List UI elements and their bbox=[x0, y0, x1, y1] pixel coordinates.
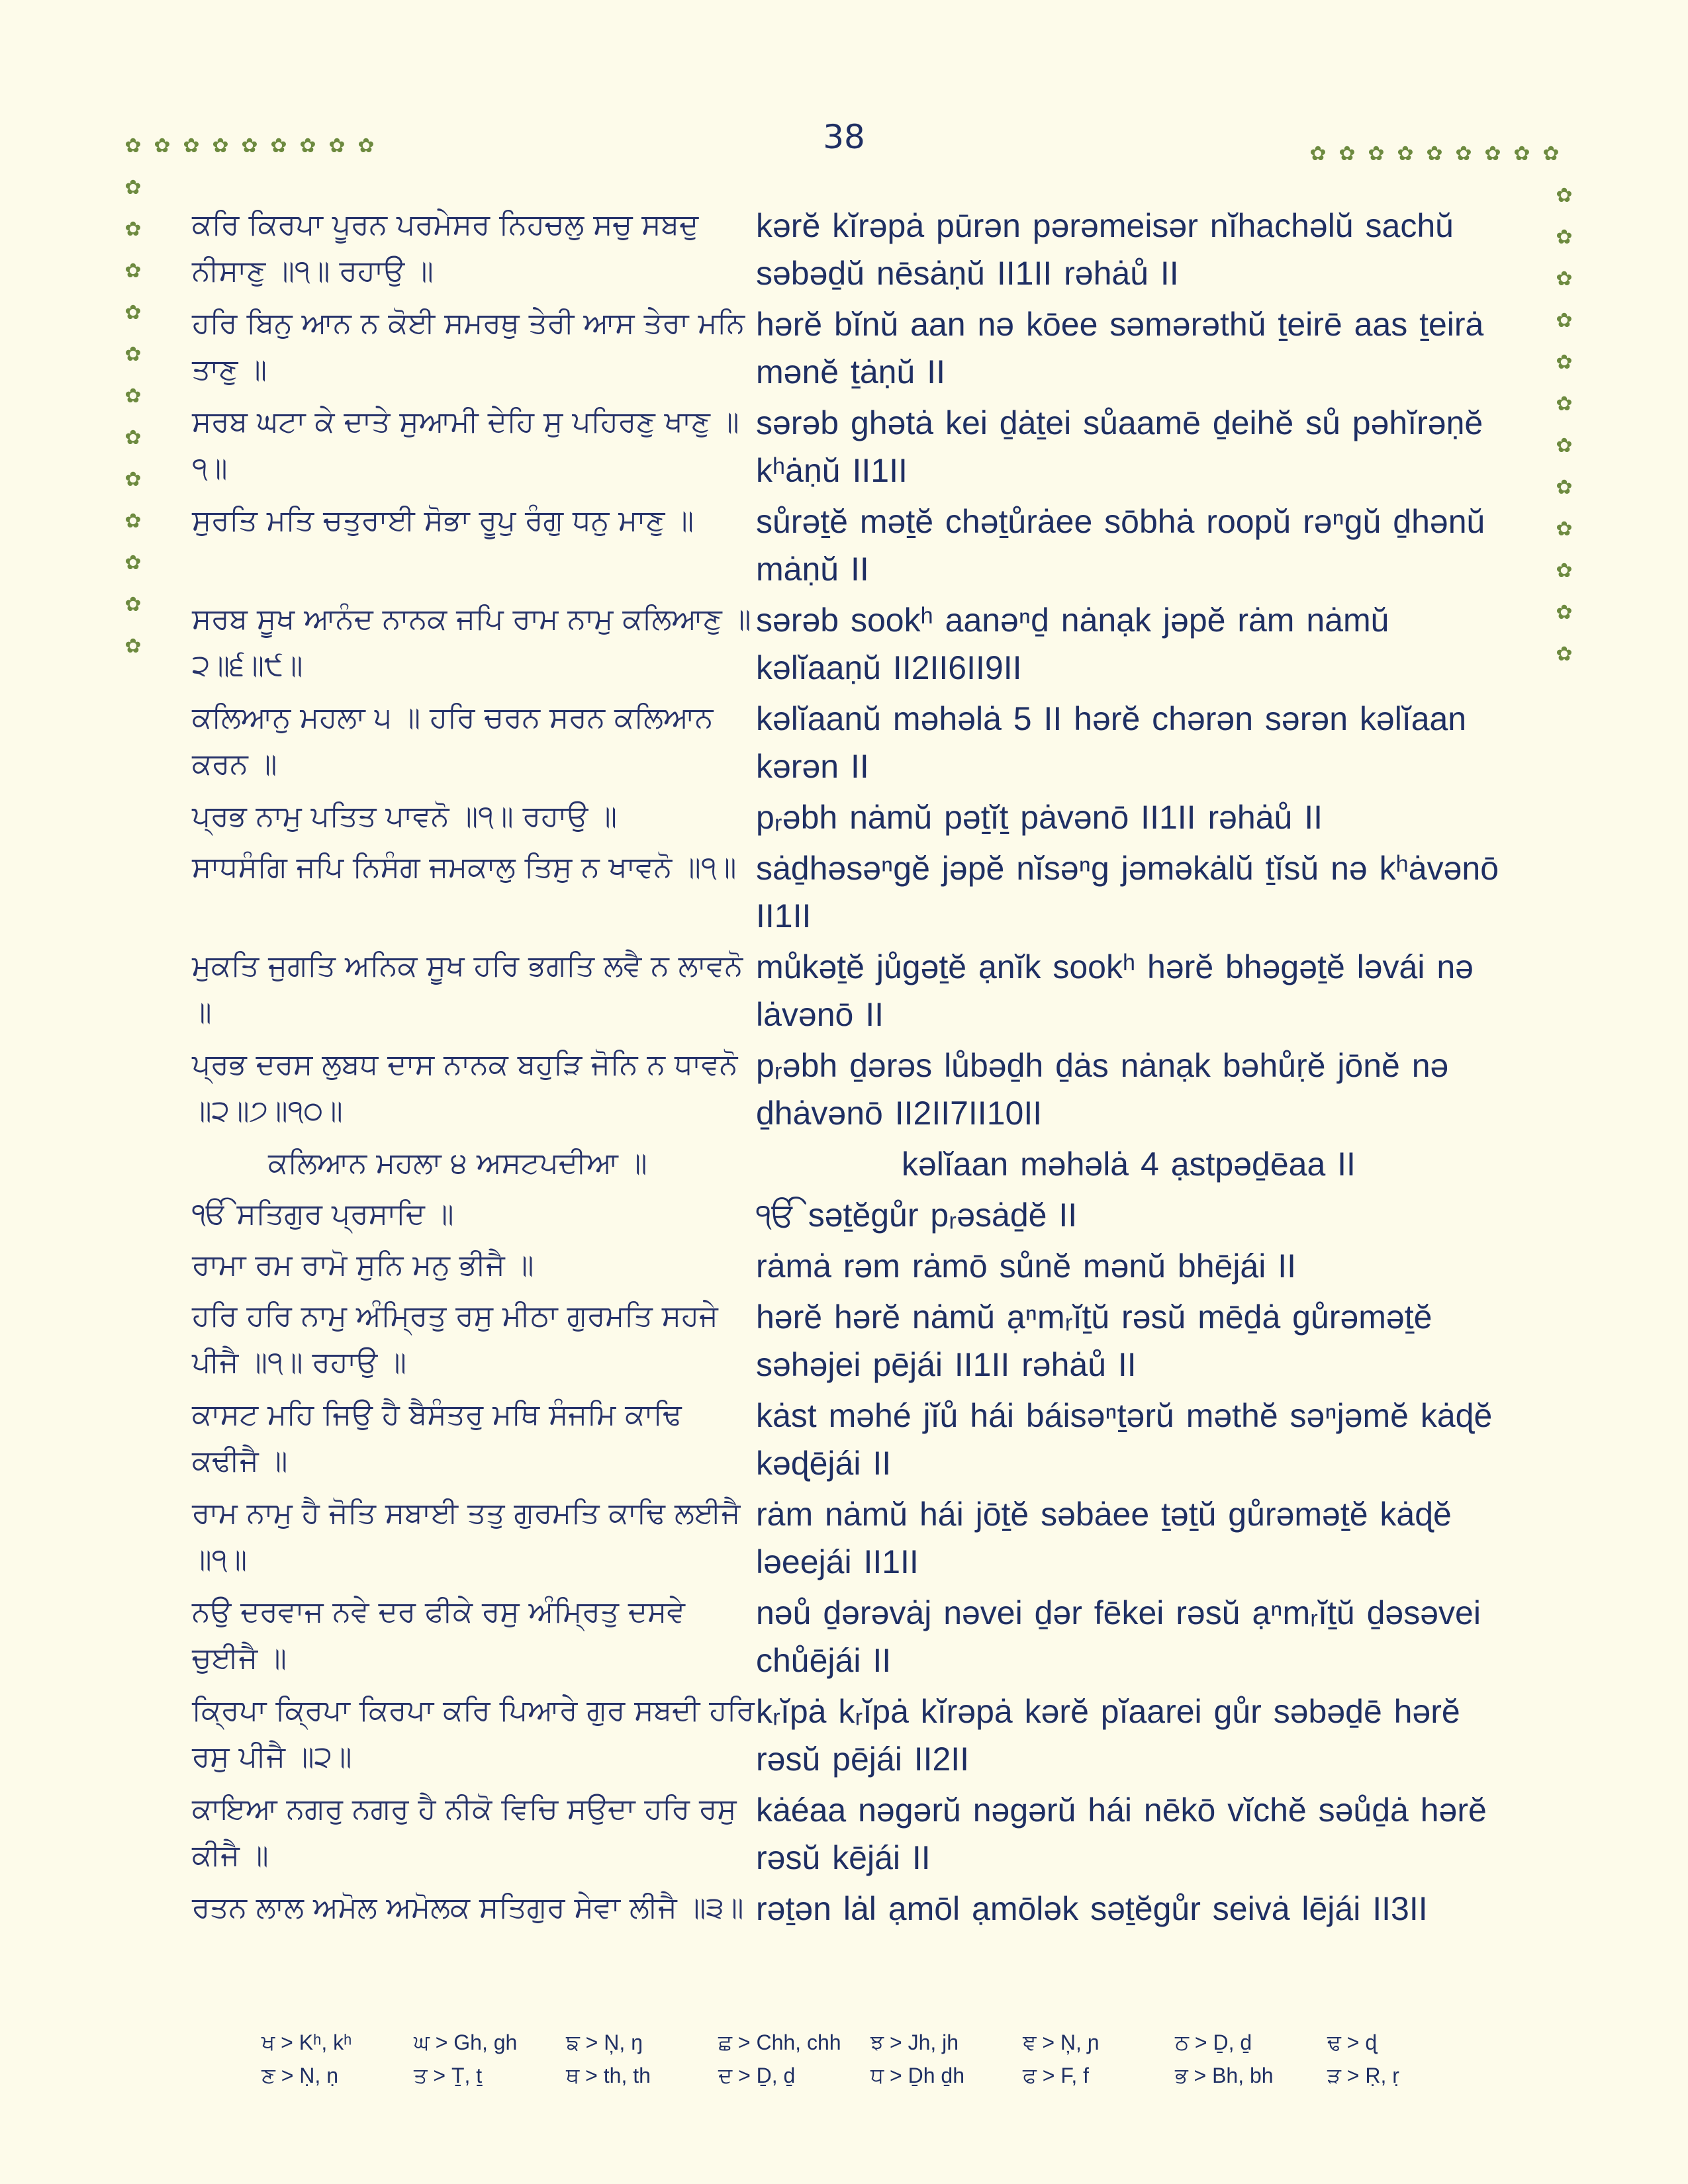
gurmukhi-text: ਕਾਇਆ ਨਗਰੁ ਨਗਰੁ ਹੈ ਨੀਕੋ ਵਿਚਿ ਸਉਦਾ ਹਰਿ ਰਸੁ ਕੀਜੈ ॥ bbox=[192, 1792, 737, 1872]
gurmukhi-text: ਸੁਰਤਿ ਮਤਿ ਚਤੁਰਾਈ ਸੋਭਾ ਰੂਪੁ ਰੰਗੁ ਧਨੁ ਮਾਣੁ ॥ bbox=[192, 504, 694, 537]
legend-item: ਤ > Ṯ, ṯ bbox=[414, 2064, 483, 2087]
gurmukhi-text: ਰਤਨ ਲਾਲ ਅਮੋਲ ਅਮੋਲਕ ਸਤਿਗੁਰ ਸੇਵਾ ਲੀਜੈ ॥੩॥ bbox=[192, 1891, 744, 1925]
flower-ornament-icon: ✿ bbox=[1309, 142, 1327, 165]
flower-ornament-icon: ✿ bbox=[124, 176, 142, 199]
legend-item: ਘ > Gh, gh bbox=[414, 2030, 518, 2054]
transliteration-text: sərəb ghətȧ kei ḏȧṯei sůaamē ḏeihĕ sů pəhĭrəṇĕ kʰȧṇŭ II1II bbox=[756, 404, 1483, 489]
page-number: 38 bbox=[823, 118, 865, 156]
verse-row bbox=[192, 596, 1509, 692]
transliteration-text: kȧst məhé jĭů hái báisəⁿṯərŭ məthĕ səⁿjəmĕ kȧɖĕ kəɖējái II bbox=[756, 1397, 1493, 1482]
transliteration-text: rȧm nȧmŭ hái jōṯĕ səbȧee ṯəṯŭ gůrəməṯĕ kȧɖĕ ləeejái II1II bbox=[756, 1496, 1452, 1580]
gurmukhi-text: ਕਲਿਆਨੁ ਮਹਲਾ ੫ ॥ ਹਰਿ ਚਰਨ ਸਰਨ ਕਲਿਆਨ ਕਰਨ ॥ bbox=[192, 701, 714, 781]
flower-ornament-icon: ✿ bbox=[124, 259, 142, 283]
flower-ornament-icon: ✿ bbox=[1556, 309, 1573, 332]
flower-ornament-icon: ✿ bbox=[124, 343, 142, 366]
verse-row bbox=[192, 1885, 1509, 1933]
gurmukhi-text: ਨਉ ਦਰਵਾਜ ਨਵੇ ਦਰ ਫੀਕੇ ਰਸੁ ਅੰਮ੍ਰਿਤੁ ਦਸਵੇ ਚੁਈਜੈ ॥ bbox=[192, 1595, 685, 1675]
flower-ornament-icon: ✿ bbox=[124, 468, 142, 491]
flower-ornament-icon: ✿ bbox=[1542, 142, 1560, 165]
verse-row bbox=[192, 1589, 1509, 1684]
flower-ornament-icon: ✿ bbox=[1338, 142, 1356, 165]
legend-item: ਞ > N̦, ɲ bbox=[1023, 2030, 1100, 2054]
transliteration-text: můkəṯĕ jůgəṯĕ ạnĭk sookʰ hərĕ bhəgəṯĕ ləvái nə lȧvənō II bbox=[756, 948, 1474, 1033]
verse-row bbox=[192, 1293, 1509, 1388]
flower-ornament-icon: ✿ bbox=[1556, 267, 1573, 291]
gurmukhi-text: ਰਾਮ ਨਾਮੁ ਹੈ ਜੋਤਿ ਸਬਾਈ ਤਤੁ ਗੁਰਮਤਿ ਕਾਢਿ ਲਈਜੈ ॥੧॥ bbox=[192, 1496, 741, 1576]
transliteration-text: kərĕ kĭrəpȧ pūrən pərəmeisər nĭhachəlŭ sachŭ səbəḏŭ nēsȧṇŭ II1II rəhȧů II bbox=[756, 207, 1454, 292]
gurmukhi-text: ਪ੍ਰਭ ਨਾਮੁ ਪਤਿਤ ਪਾਵਨੋ ॥੧॥ ਰਹਾਉ ॥ bbox=[192, 799, 618, 833]
transliteration-text: rȧmȧ rəm rȧmō sůnĕ mənŭ bhējái II bbox=[756, 1248, 1297, 1285]
gurmukhi-text: ਹਰਿ ਹਰਿ ਨਾਮੁ ਅੰਮ੍ਰਿਤੁ ਰਸੁ ਮੀਠਾ ਗੁਰਮਤਿ ਸਹਜੇ ਪੀਜੈ ॥੧॥ ਰਹਾਉ ॥ bbox=[192, 1299, 718, 1379]
verse-row bbox=[192, 943, 1509, 1038]
flower-ornament-icon: ✿ bbox=[1556, 184, 1573, 207]
flower-ornament-icon: ✿ bbox=[1556, 351, 1573, 374]
transliteration-text: kᵣĭpȧ kᵣĭpȧ kĭrəpȧ kərĕ pĭaarei gůr səbəḏē hərĕ rəsŭ pējái II2II bbox=[756, 1693, 1460, 1778]
flower-ornament-icon: ✿ bbox=[1397, 142, 1414, 165]
flower-ornament-icon: ✿ bbox=[1426, 142, 1443, 165]
flower-ornament-icon: ✿ bbox=[183, 134, 200, 158]
transliteration-text: hərĕ hərĕ nȧmŭ ạⁿmᵣĭṯŭ rəsŭ mēḏȧ gůrəməṯĕ səhəjei pējái II1II rəhȧů II bbox=[756, 1298, 1432, 1383]
flower-ornament-icon: ✿ bbox=[212, 134, 229, 158]
flower-ornament-icon: ✿ bbox=[124, 385, 142, 408]
transliteration-text: sərəb sookʰ aanəⁿḏ nȧnạk jəpĕ rȧm nȧmŭ kəlĭaaṇŭ II2II6II9II bbox=[756, 602, 1389, 686]
flower-ornament-icon: ✿ bbox=[1556, 476, 1573, 499]
flower-ornament-icon: ✿ bbox=[1556, 518, 1573, 541]
verse-row bbox=[192, 1042, 1509, 1137]
transliteration-text: ੴ səṯĕgůr pᵣəsȧḏĕ II bbox=[756, 1197, 1078, 1234]
flower-ornament-icon: ✿ bbox=[1556, 226, 1573, 249]
gurmukhi-text: ਕਲਿਆਨ ਮਹਲਾ ੪ ਅਸਟਪਦੀਆ ॥ bbox=[268, 1146, 647, 1180]
flower-ornament-icon: ✿ bbox=[357, 134, 375, 158]
legend-item: ਠ > Ḏ, ḏ bbox=[1175, 2030, 1252, 2054]
legend-item: ਙ > N̦, ŋ bbox=[566, 2030, 643, 2054]
transliteration-text: rəṯən lȧl ạmōl ạmōlək səṯĕgůr seivȧ lējái II3II bbox=[756, 1890, 1428, 1927]
flower-ornament-icon: ✿ bbox=[1368, 142, 1385, 165]
flower-ornament-icon: ✿ bbox=[1556, 559, 1573, 582]
verse-row bbox=[192, 1242, 1509, 1290]
transliteration-text: sȧḏhəsəⁿgĕ jəpĕ nĭsəⁿg jəməkȧlŭ ṯĭsŭ nə kʰȧvənō II1II bbox=[756, 850, 1499, 934]
transliteration-text: pᵣəbh ḏərəs lůbəḏh ḏȧs nȧnạk bəhůṛĕ jōnĕ nə ḏhȧvənō II2II7II10II bbox=[756, 1047, 1449, 1132]
gurmukhi-text: ਸਰਬ ਸੂਖ ਆਨੰਦ ਨਾਨਕ ਜਪਿ ਰਾਮ ਨਾਮੁ ਕਲਿਆਣੁ ॥੨॥੬॥੯॥ bbox=[192, 602, 751, 682]
verse-list bbox=[192, 202, 1509, 1936]
flower-ornament-icon: ✿ bbox=[328, 134, 346, 158]
legend-item: ਝ > Jh, jh bbox=[870, 2030, 959, 2054]
verse-row bbox=[192, 1688, 1509, 1783]
legend-item: ਛ > Chh, chh bbox=[718, 2030, 841, 2054]
verse-row bbox=[192, 844, 1509, 940]
flower-ornament-icon: ✿ bbox=[124, 635, 142, 658]
flower-ornament-icon: ✿ bbox=[299, 134, 316, 158]
gurmukhi-text: ਕ੍ਰਿਪਾ ਕ੍ਰਿਪਾ ਕਿਰਪਾ ਕਰਿ ਪਿਆਰੇ ਗੁਰ ਸਬਦੀ ਹਰਿ ਰਸੁ ਪੀਜੈ ॥੨॥ bbox=[192, 1694, 755, 1774]
verse-row bbox=[192, 695, 1509, 790]
legend-item: ਣ > Ṇ, ṇ bbox=[261, 2064, 338, 2087]
flower-ornament-icon: ✿ bbox=[1556, 434, 1573, 457]
transliteration-text: hərĕ bĭnŭ aan nə kōee səmərəthŭ ṯeirē aas ṯeirȧ mənĕ ṯȧṇŭ II bbox=[756, 306, 1484, 390]
flower-ornament-icon: ✿ bbox=[1455, 142, 1472, 165]
legend-item: ਢ > ɖ bbox=[1327, 2030, 1378, 2054]
transliteration-text: kȧéaa nəgərŭ nəgərŭ hái nēkō vĭchĕ səůḏȧ hərĕ rəsŭ kējái II bbox=[756, 1792, 1487, 1876]
transliteration-text: nəů ḏərəvȧj nəvei ḏər fēkei rəsŭ ạⁿmᵣĭṯŭ ḏəsəvei chůējái II bbox=[756, 1594, 1481, 1679]
verse-row bbox=[192, 202, 1509, 297]
legend-item: ੜ > Ṛ, ṛ bbox=[1327, 2064, 1399, 2087]
gurmukhi-text: ਹਰਿ ਬਿਨੁ ਆਨ ਨ ਕੋਈ ਸਮਰਥੁ ਤੇਰੀ ਆਸ ਤੇਰਾ ਮਨਿ ਤਾਣੁ ॥ bbox=[192, 306, 745, 387]
verse-row bbox=[192, 300, 1509, 396]
verse-row bbox=[192, 794, 1509, 841]
verse-row bbox=[192, 1191, 1509, 1239]
gurmukhi-text: ਸਾਧਸੰਗਿ ਜਪਿ ਨਿਸੰਗ ਜਮਕਾਲੁ ਤਿਸੁ ਨ ਖਾਵਨੋ ॥੧॥ bbox=[192, 850, 737, 884]
legend-item: ਖ > Kʰ, kʰ bbox=[261, 2030, 352, 2054]
flower-ornament-icon: ✿ bbox=[124, 593, 142, 616]
flower-ornament-icon: ✿ bbox=[1513, 142, 1530, 165]
transliteration-text: kəlĭaan məhəlȧ 4 ạstpəḏēaa II bbox=[902, 1146, 1356, 1183]
transliteration-text: pᵣəbh nȧmŭ pəṯĭṯ pȧvənō II1II rəhȧů II bbox=[756, 799, 1323, 836]
verse-row bbox=[192, 1786, 1509, 1882]
flower-ornament-icon: ✿ bbox=[1484, 142, 1501, 165]
flower-ornament-icon: ✿ bbox=[124, 510, 142, 533]
legend-item: ਦ > Ḏ, ḏ bbox=[718, 2064, 796, 2087]
gurmukhi-text: ਰਾਮਾ ਰਮ ਰਾਮੋ ਸੁਨਿ ਮਨੁ ਭੀਜੈ ॥ bbox=[192, 1248, 534, 1282]
transliteration-text: kəlĭaanŭ məhəlȧ 5 II hərĕ chərən sərən kəlĭaan kərən II bbox=[756, 700, 1467, 785]
flower-ornament-icon: ✿ bbox=[124, 426, 142, 449]
legend-item: ਧ > Ḏh ḏh bbox=[870, 2064, 965, 2087]
gurmukhi-text: ਕਰਿ ਕਿਰਪਾ ਪੂਰਨ ਪਰਮੇਸਰ ਨਿਹਚਲੁ ਸਚੁ ਸਬਦੁ ਨੀਸਾਣੁ ॥੧॥ ਰਹਾਉ ॥ bbox=[192, 208, 699, 288]
flower-ornament-icon: ✿ bbox=[124, 134, 142, 158]
flower-ornament-icon: ✿ bbox=[1556, 392, 1573, 416]
verse-row bbox=[192, 498, 1509, 593]
flower-ornament-icon: ✿ bbox=[270, 134, 287, 158]
legend-item: ਭ > Bh, bh bbox=[1175, 2064, 1274, 2087]
gurmukhi-text: ਕਾਸਟ ਮਹਿ ਜਿਉ ਹੈ ਬੈਸੰਤਰੁ ਮਥਿ ਸੰਜਮਿ ਕਾਢਿ ਕਢੀਜੈ ॥ bbox=[192, 1398, 682, 1478]
flower-ornament-icon: ✿ bbox=[1556, 643, 1573, 666]
transliteration-text: sůrəṯĕ məṯĕ chəṯůrȧee sōbhȧ roopŭ rəⁿgŭ ḏhənŭ mȧṇŭ II bbox=[756, 503, 1485, 588]
gurmukhi-text: ਪ੍ਰਭ ਦਰਸ ਲੁਬਧ ਦਾਸ ਨਾਨਕ ਬਹੁੜਿ ਜੋਨਿ ਨ ਧਾਵਨੋ ॥੨॥੭॥੧੦॥ bbox=[192, 1048, 738, 1128]
flower-ornament-icon: ✿ bbox=[124, 301, 142, 324]
flower-ornament-icon: ✿ bbox=[124, 551, 142, 574]
flower-ornament-icon: ✿ bbox=[124, 218, 142, 241]
gurmukhi-text: ਸਰਬ ਘਟਾ ਕੇ ਦਾਤੇ ਸੁਆਮੀ ਦੇਹਿ ਸੁ ਪਹਿਰਣੁ ਖਾਣੁ ॥੧॥ bbox=[192, 405, 739, 485]
legend-item: ਫ > F, f bbox=[1023, 2064, 1090, 2087]
verse-row bbox=[192, 1392, 1509, 1487]
gurmukhi-text: ੴ ਸਤਿਗੁਰ ਪ੍ਰਸਾਦਿ ॥ bbox=[192, 1197, 454, 1231]
flower-ornament-icon: ✿ bbox=[154, 134, 171, 158]
flower-ornament-icon: ✿ bbox=[241, 134, 258, 158]
verse-row bbox=[192, 1490, 1509, 1586]
flower-ornament-icon: ✿ bbox=[1556, 601, 1573, 624]
section-heading-row bbox=[192, 1140, 1509, 1188]
verse-row bbox=[192, 399, 1509, 494]
gurmukhi-text: ਮੁਕਤਿ ਜੁਗਤਿ ਅਨਿਕ ਸੂਖ ਹਰਿ ਭਗਤਿ ਲਵੈ ਨ ਲਾਵਨੋ ॥ bbox=[192, 949, 743, 1029]
transliteration-legend bbox=[261, 2030, 1479, 2089]
legend-item: ਥ > th, th bbox=[566, 2064, 651, 2087]
